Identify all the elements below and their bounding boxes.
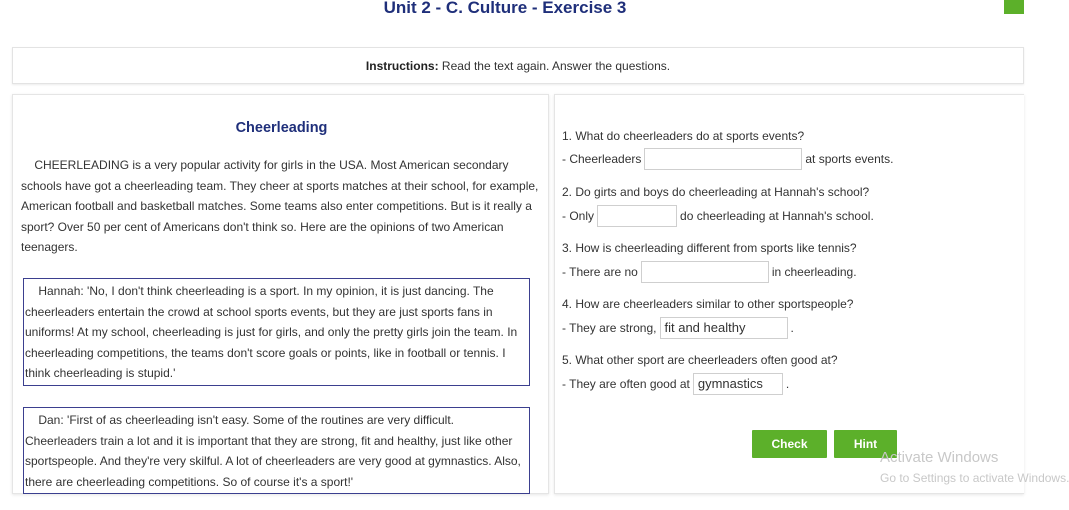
answer-5-input[interactable]: gymnastics (693, 373, 783, 395)
opinion-dan-text: Dan: 'First of as cheerleading isn't easy. Some of the routines are very difficult. Cheerleaders train a lot and it is important that they are strong, fit and healthy, just like other sportspeople. And they're very skilful. A lot of cheerleaders are very good at gymnastics. Also, there are cheerleading competitions. So of course it's a sport!' (25, 413, 521, 489)
question-3: 3. How is cheerleading different from sports like tennis? (562, 241, 857, 255)
answer-3-suffix: in cheerleading. (771, 265, 857, 279)
reading-intro-text: CHEERLEADING is a very popular activity for girls in the USA. Most American secondary schools have got a cheerleading team. They cheer at sports matches at their school, for example, American football and basketball matches. Some teams also enter competitions. But is it really a sport? Over 50 per cent of Americans don't think so. Here are the opinions of two American teenagers. (21, 158, 539, 255)
answer-3-input[interactable] (641, 261, 769, 283)
reading-panel (12, 94, 549, 494)
question-5: 5. What other sport are cheerleaders often good at? (562, 353, 838, 367)
answer-1-suffix: at sports events. (805, 152, 894, 166)
answer-4-prefix: - They are strong, (562, 321, 657, 335)
corner-button[interactable] (1004, 0, 1024, 14)
instructions-label: Instructions: (365, 59, 439, 73)
question-2: 2. Do girts and boys do cheerleading at Hannah's school? (562, 185, 870, 199)
watermark-title: Activate Windows (880, 449, 999, 466)
answer-5-prefix: - They are often good at (562, 377, 690, 391)
answer-row-3 (562, 261, 857, 283)
question-4: 4. How are cheerleaders similar to other sportspeople? (562, 297, 854, 311)
watermark-subtitle: Go to Settings to activate Windows. (880, 471, 1069, 485)
answer-2-input[interactable] (597, 205, 677, 227)
reading-title: Cheerleading (235, 120, 328, 136)
answer-row-5 (562, 373, 789, 395)
answer-2-prefix: - Only (562, 209, 595, 223)
answer-1-input[interactable] (644, 148, 802, 170)
answer-4-suffix: . (790, 321, 794, 335)
questions-panel (554, 94, 1069, 494)
opinion-hannah (23, 278, 530, 386)
check-button[interactable]: Check (752, 430, 827, 458)
answer-2-suffix: do cheerleading at Hannah's school. (680, 209, 874, 223)
answer-row-4 (562, 317, 794, 339)
reading-intro (21, 155, 546, 258)
instructions-bar (12, 47, 1024, 84)
hint-button[interactable]: Hint (834, 430, 897, 458)
answer-4-input[interactable]: fit and healthy (660, 317, 788, 339)
answer-1-prefix: - Cheerleaders (562, 152, 642, 166)
instructions-text: Read the text again. Answer the questions. (438, 59, 671, 73)
opinion-hannah-text: Hannah: 'No, I don't think cheerleading is a sport. In my opinion, it is just dancing. The cheerleaders entertain the crowd at school sports events, but they are just sports fans in uniforms! At my school, cheerleading is just for girls, and only the pretty girls join the team. In cheerleading competitions, the teams don't score goals or points, like in football or tennis. I think cheerleading is stupid.' (25, 284, 518, 381)
answer-3-prefix: - There are no (562, 265, 638, 279)
answer-5-suffix: . (785, 377, 790, 391)
answer-row-1 (562, 148, 893, 170)
page-title: Unit 2 - C. Culture - Exercise 3 (383, 0, 627, 17)
question-1: 1. What do cheerleaders do at sports events? (562, 129, 805, 143)
opinion-dan (23, 407, 530, 494)
answer-row-2 (562, 205, 874, 227)
activate-windows-watermark (880, 449, 1069, 487)
